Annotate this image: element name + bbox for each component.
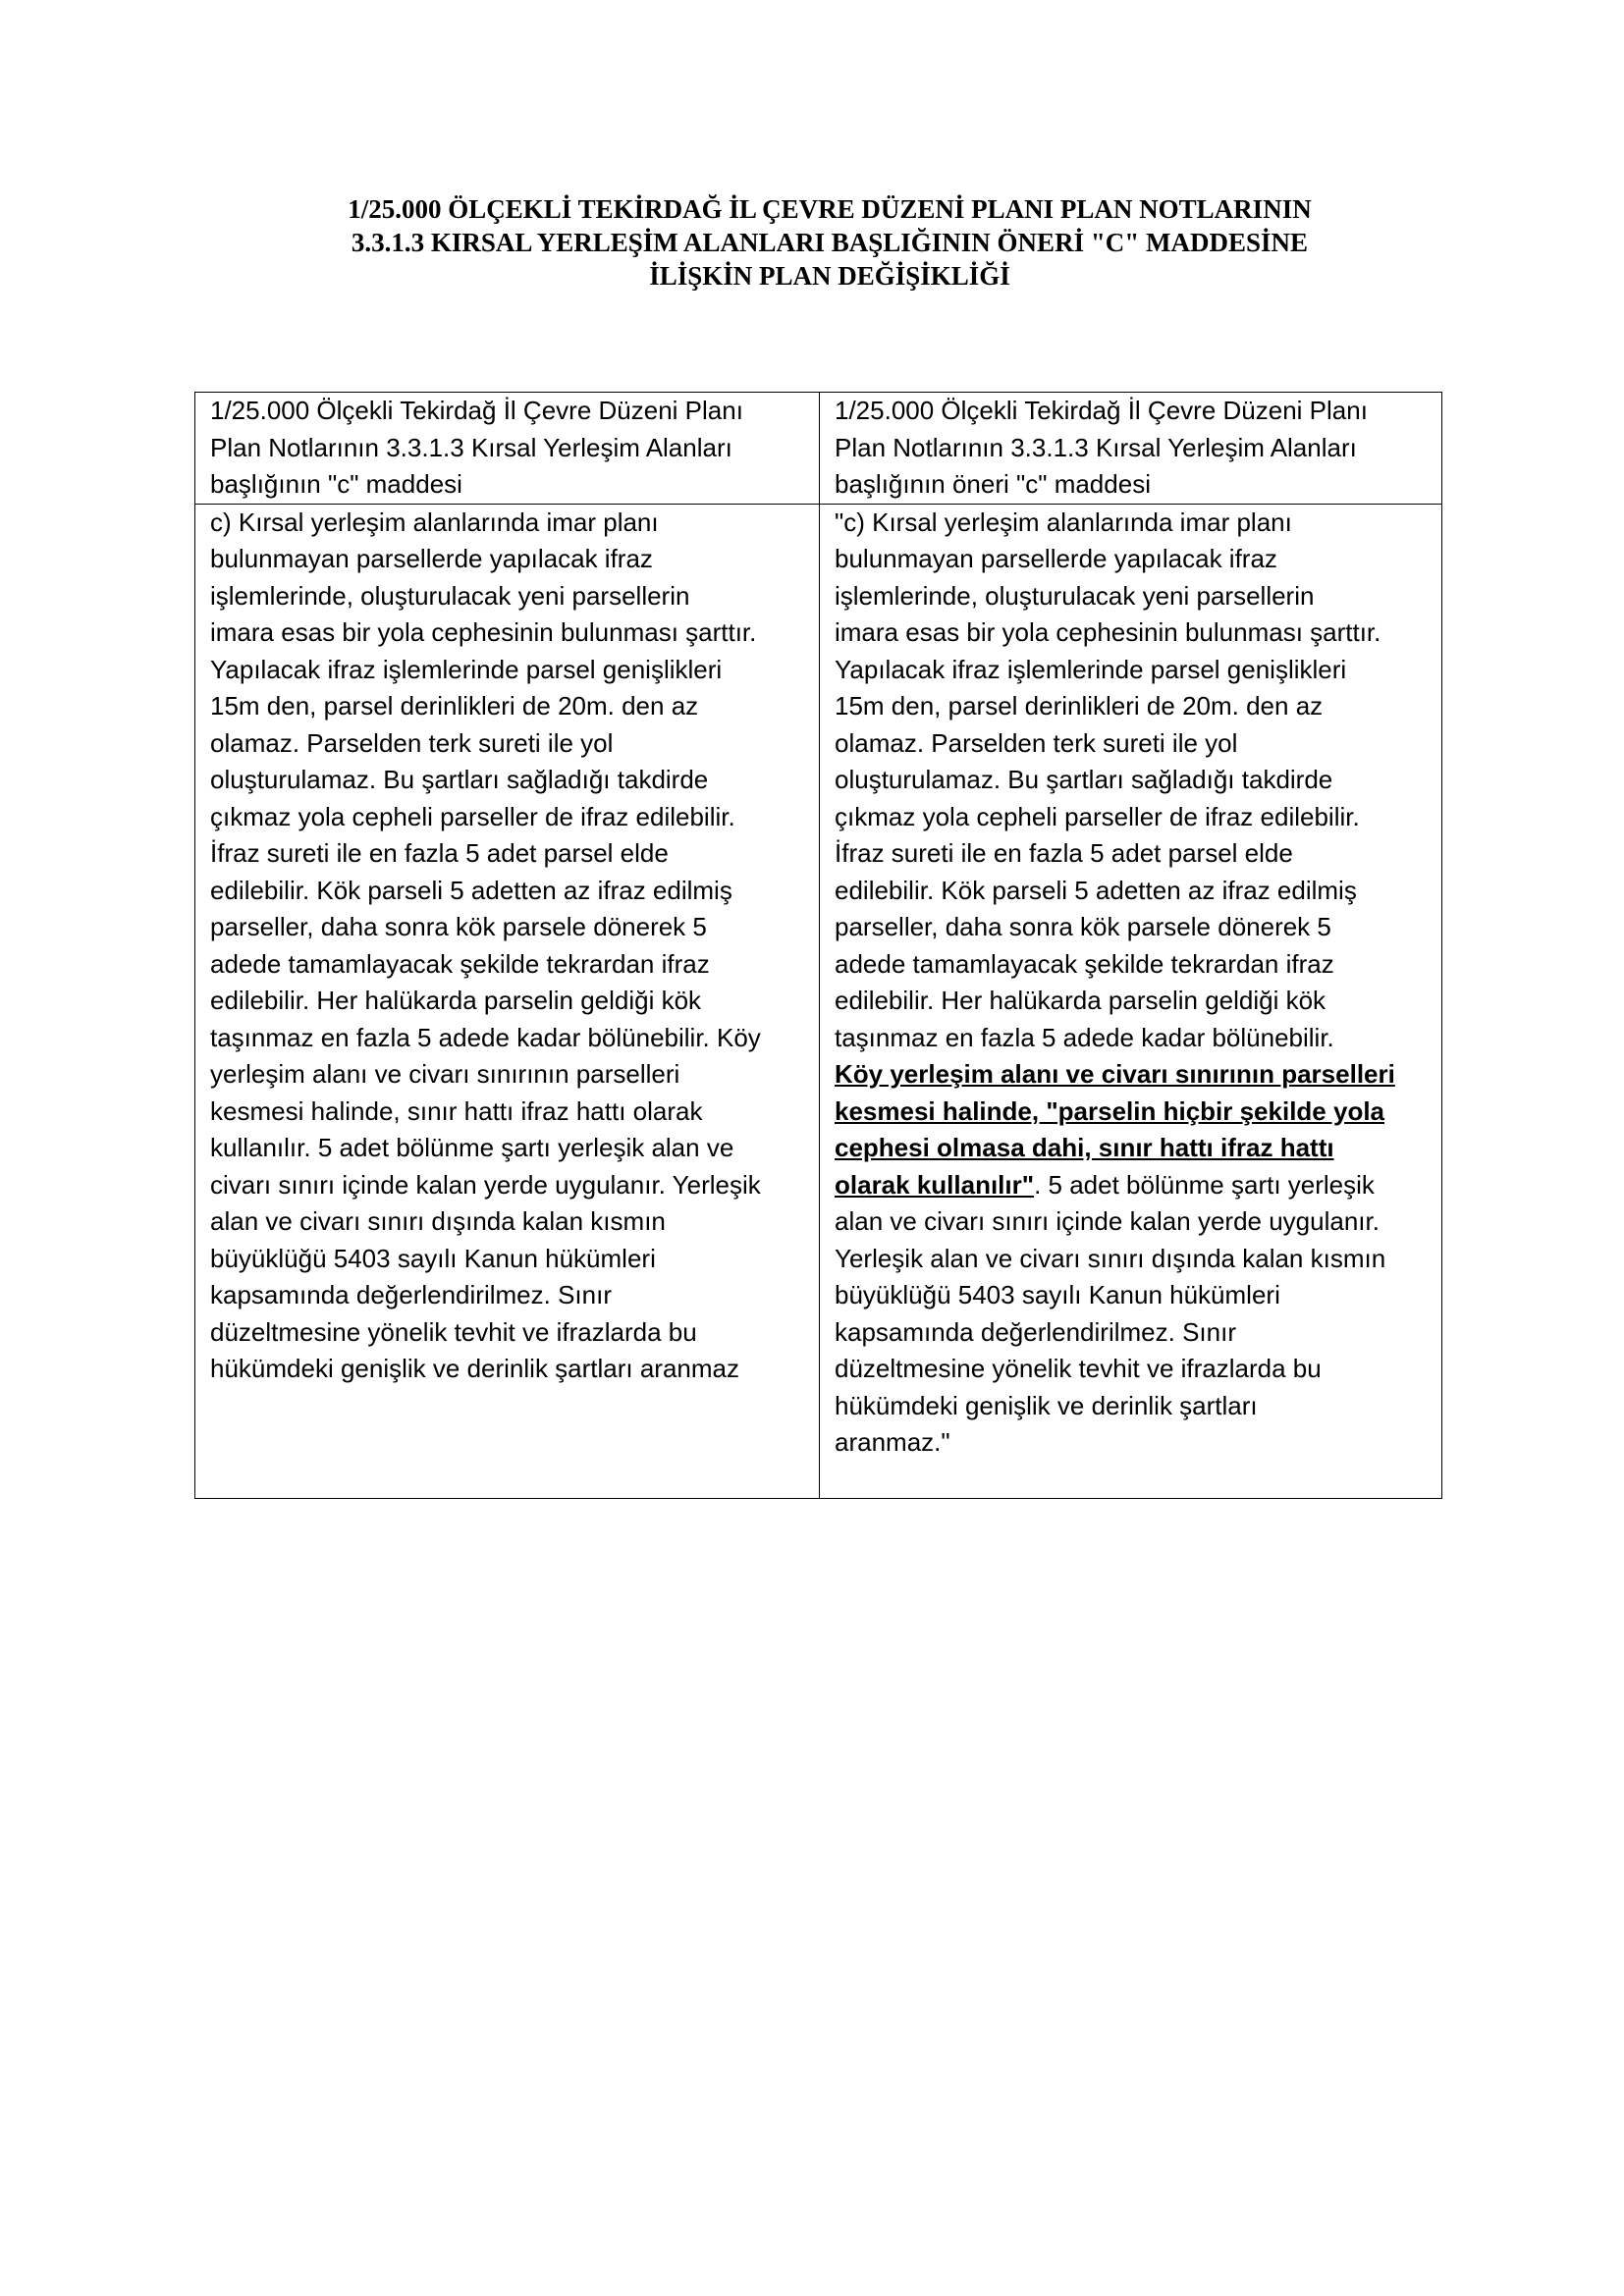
text-line: olamaz. Parselden terk sureti ile yol — [835, 727, 1238, 758]
current-article-text — [195, 504, 820, 1498]
highlighted-change-line: cephesi olmasa dahi, sınır hattı ifraz hattı — [835, 1133, 1334, 1162]
text-line: işlemlerinde, oluşturulacak yeni parsellerin — [835, 580, 1315, 611]
text-line: "c) Kırsal yerleşim alanlarında imar planı — [835, 507, 1292, 537]
highlighted-change-line: olarak kullanılır" — [835, 1169, 1035, 1200]
proposed-article-text — [820, 504, 1442, 1498]
text-line: edilebilir. Her halükarda parselin geldiği kök — [210, 986, 702, 1015]
text-line: kapsamında değerlendirilmez. Sınır — [210, 1280, 612, 1309]
text-line: edilebilir. Her halükarda parselin geldiği kök — [835, 986, 1326, 1015]
text-line: kesmesi halinde, sınır hattı ifraz hattı olarak — [210, 1095, 703, 1126]
text-line: yerleşim alanı ve civarı sınırının parselleri — [210, 1059, 680, 1089]
document-title — [245, 192, 1414, 293]
text-line: kapsamında değerlendirilmez. Sınır — [835, 1316, 1236, 1347]
text-line: parseller, daha sonra kök parsele dönerek 5 — [210, 912, 707, 941]
title-line-1: 1/25.000 ÖLÇEKLİ TEKİRDAĞ İL ÇEVRE DÜZENİ PLANI PLAN NOTLARININ — [348, 194, 1312, 224]
text-line: 15m den, parsel derinlikleri de 20m. den az — [210, 691, 699, 721]
header-line: 1/25.000 Ölçekli Tekirdağ İl Çevre Düzeni Planı — [210, 396, 743, 425]
text-line: Yerleşik alan ve civarı sınırı dışında kalan kısmın — [835, 1243, 1386, 1273]
text-line: imara esas bir yola cephesinin bulunması şarttır. — [210, 617, 757, 647]
text-line: bulunmayan parsellerde yapılacak ifraz — [210, 544, 653, 573]
text-line: Yapılacak ifraz işlemlerinde parsel genişlikleri — [835, 654, 1347, 684]
text-line: edilebilir. Kök parseli 5 adetten az ifraz edilmiş — [210, 875, 732, 905]
text-line: hükümdeki genişlik ve derinlik şartları aranmaz — [210, 1354, 740, 1383]
text-line: oluşturulamaz. Bu şartları sağladığı takdirde — [210, 765, 709, 794]
text-line: çıkmaz yola cepheli parseller de ifraz edilebilir. — [835, 801, 1360, 831]
text-line: hükümdeki genişlik ve derinlik şartları — [835, 1390, 1258, 1420]
text-line: oluşturulamaz. Bu şartları sağladığı takdirde — [835, 765, 1333, 794]
text-line: İfraz sureti ile en fazla 5 adet parsel elde — [835, 838, 1293, 868]
text-line: alan ve civarı sınırı içinde kalan yerde uygulanır. — [835, 1206, 1380, 1236]
table-header-row — [195, 393, 1442, 505]
text-line: imara esas bir yola cephesinin bulunması şarttır. — [835, 617, 1381, 647]
text-line: işlemlerinde, oluşturulacak yeni parsellerin — [210, 580, 690, 611]
title-line-3: İLİŞKİN PLAN DEĞİŞİKLİĞİ — [649, 261, 1010, 291]
text-line: kullanılır. 5 adet bölünme şartı yerleşik alan ve — [210, 1133, 734, 1162]
text-line: taşınmaz en fazla 5 adede kadar bölünebilir. Köy — [210, 1022, 761, 1052]
proposed-article-header — [820, 393, 1442, 505]
header-line: Plan Notlarının 3.3.1.3 Kırsal Yerleşim Alanları — [835, 432, 1357, 462]
text-line: alan ve civarı sınırı dışında kalan kısmın — [210, 1206, 666, 1236]
text-line: büyüklüğü 5403 sayılı Kanun hükümleri — [210, 1243, 656, 1273]
text-line: c) Kırsal yerleşim alanlarında imar planı — [210, 507, 659, 537]
header-line: 1/25.000 Ölçekli Tekirdağ İl Çevre Düzeni Planı — [835, 396, 1368, 425]
text-line: edilebilir. Kök parseli 5 adetten az ifraz edilmiş — [835, 875, 1357, 905]
highlight-tail-text: . 5 adet bölünme şartı yerleşik — [1034, 1169, 1375, 1200]
text-line: adede tamamlayacak şekilde tekrardan ifraz — [210, 948, 710, 979]
text-line: 15m den, parsel derinlikleri de 20m. den az — [835, 691, 1324, 721]
highlighted-change-line: kesmesi halinde, "parselin hiçbir şekilde yola — [835, 1095, 1385, 1126]
highlighted-change-line: Köy yerleşim alanı ve civarı sınırının parselleri — [835, 1059, 1395, 1089]
text-line: parseller, daha sonra kök parsele dönerek 5 — [835, 912, 1331, 941]
header-line: başlığının "c" maddesi — [210, 469, 462, 499]
text-line: adede tamamlayacak şekilde tekrardan ifraz — [835, 948, 1334, 979]
text-line: civarı sınırı içinde kalan yerde uygulanır. Yerleşik — [210, 1169, 761, 1200]
header-line: başlığının öneri "c" maddesi — [835, 469, 1151, 499]
text-line: bulunmayan parsellerde yapılacak ifraz — [835, 544, 1277, 573]
table-body-row — [195, 504, 1442, 1498]
text-line: aranmaz." — [835, 1427, 950, 1457]
text-line: düzeltmesine yönelik tevhit ve ifrazlarda bu — [210, 1316, 697, 1347]
text-line: Yapılacak ifraz işlemlerinde parsel genişlikleri — [210, 654, 723, 684]
text-line: İfraz sureti ile en fazla 5 adet parsel elde — [210, 838, 669, 868]
text-line: taşınmaz en fazla 5 adede kadar bölünebilir. — [835, 1022, 1334, 1052]
header-line: Plan Notlarının 3.3.1.3 Kırsal Yerleşim Alanları — [210, 432, 732, 462]
text-line: olamaz. Parselden terk sureti ile yol — [210, 727, 614, 758]
comparison-table — [194, 392, 1442, 1499]
text-line: büyüklüğü 5403 sayılı Kanun hükümleri — [835, 1280, 1280, 1309]
current-article-header — [195, 393, 820, 505]
text-line: çıkmaz yola cepheli parseller de ifraz edilebilir. — [210, 801, 735, 831]
text-line: düzeltmesine yönelik tevhit ve ifrazlarda bu — [835, 1354, 1322, 1383]
title-line-2: 3.3.1.3 KIRSAL YERLEŞİM ALANLARI BAŞLIĞININ ÖNERİ "C" MADDESİNE — [351, 228, 1309, 257]
mixed-text-line — [835, 1167, 1437, 1204]
